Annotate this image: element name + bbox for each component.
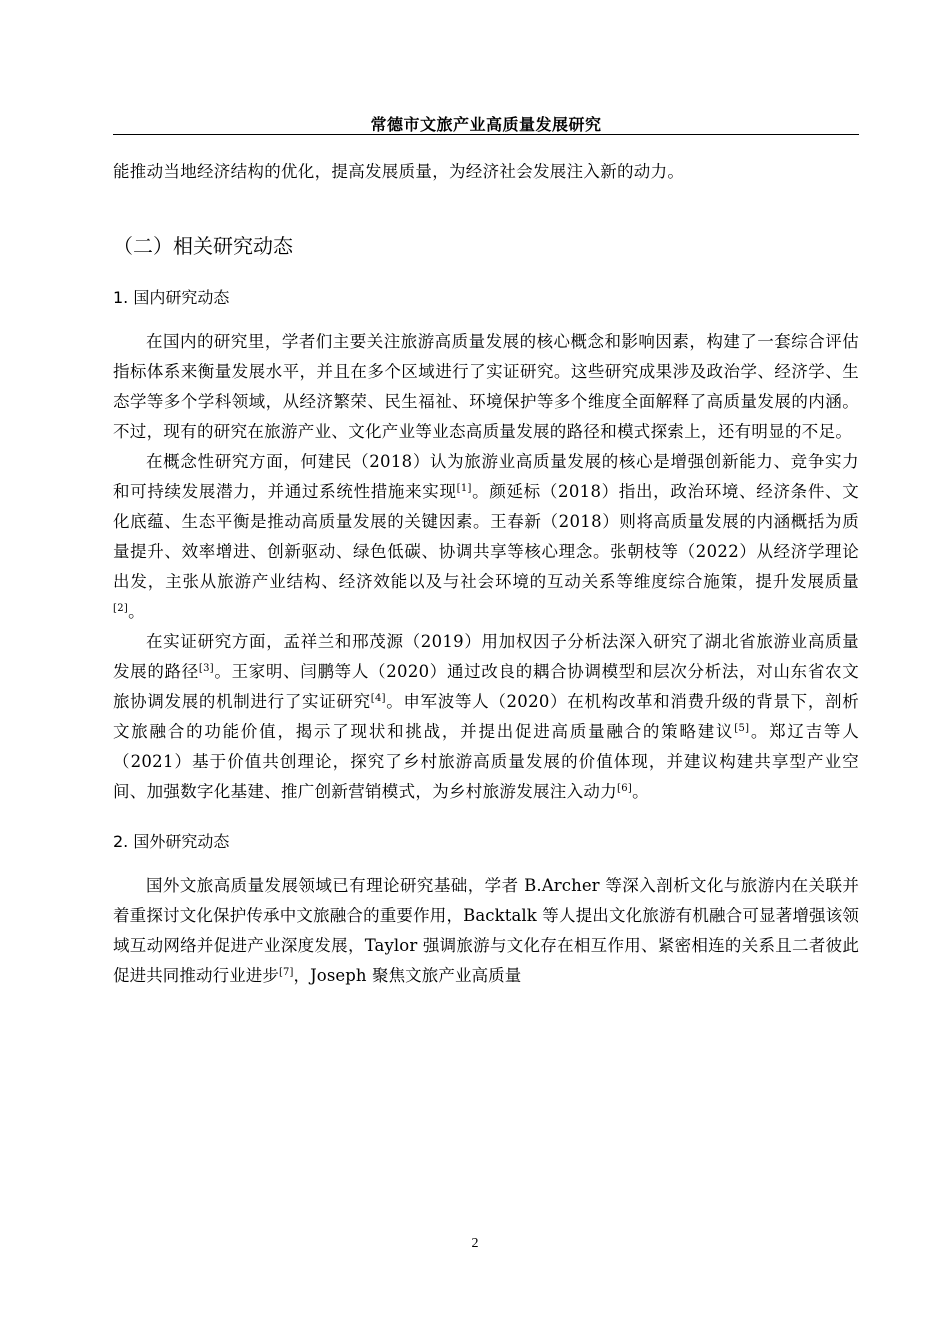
running-header: 常德市文旅产业高质量发展研究 — [370, 115, 602, 134]
paragraph-text: 。 — [128, 602, 145, 621]
citation-ref: [7] — [279, 967, 294, 978]
section-heading: （二）相关研究动态 — [113, 234, 293, 258]
domestic-paragraph-2 — [113, 447, 859, 627]
document-body — [113, 157, 859, 991]
paragraph-text: 。申军波等人（2020）在机构改革和消费升级的背景下，剖析文旅融合的功能价值，揭示了现状和挑战，并提出促进高质量融合的策略建议 — [113, 692, 860, 741]
domestic-paragraph-1: 在国内的研究里，学者们主要关注旅游高质量发展的核心概念和影响因素，构建了一套综合评估指标体系来衡量发展水平，并且在多个区域进行了实证研究。这些研究成果涉及政治学、经济学、生态学等多个学科领域，从经济繁荣、民生福祉、环境保护等多个维度全面解释了高质量发展的内涵。不过，现有的研究在旅游产业、文化产业等业态高质量发展的路径和模式探索上，还有明显的不足。 — [113, 332, 859, 441]
citation-ref: [4] — [370, 693, 386, 704]
header-rule — [113, 134, 859, 135]
paragraph-text: 。颜延标（2018）指出，政治环境、经济条件、文化底蕴、生态平衡是推动高质量发展的关键因素。王春新（2018）则将高质量发展的内涵概括为质量提升、效率增进、创新驱动、绿色低碳、协调共享等核心理念。张朝枝等（2022）从经济学理论出发，主张从旅游产业结构、经济效能以及与社会环境的互动关系等维度综合施策，提升发展质量 — [113, 482, 859, 591]
paragraph-text: 国外文旅高质量发展领域已有理论研究基础，学者 B.Archer 等深入剖析文化与旅游内在关联并着重探讨文化保护传承中文旅融合的重要作用，Backtalk 等人提出文化旅游有机融合可显著增强该领域互动网络并促进产业深度发展，Taylor 强调旅游与文化存在相互作用、紧密相连的关系且二者彼此促进共同推动行业进步 — [113, 876, 859, 985]
foreign-paragraph-1 — [113, 871, 859, 991]
foreign-heading: 2. 国外研究动态 — [113, 832, 230, 851]
intro-line: 能推动当地经济结构的优化，提高发展质量，为经济社会发展注入新的动力。 — [113, 162, 685, 181]
citation-ref: [1] — [456, 483, 472, 494]
domestic-paragraph-3 — [113, 627, 859, 807]
citation-ref: [6] — [617, 783, 633, 794]
citation-ref: [3] — [198, 663, 214, 674]
paragraph-text: 在概念性研究方面，何建民（2018）认为旅游业高质量发展的核心是增强创新能力、竞争实力和可持续发展潜力，并通过系统性措施来实现 — [113, 452, 859, 501]
citation-ref: [5] — [734, 723, 750, 734]
paragraph-text: ，Joseph 聚焦文旅产业高质量 — [293, 966, 522, 985]
page-number: 2 — [471, 1236, 479, 1251]
paragraph-text: 。 — [632, 782, 649, 801]
paragraph-text: 。郑辽吉等人（2021）基于价值共创理论，探究了乡村旅游高质量发展的价值体现，并建议构建共享型产业空间、加强数字化基建、推广创新营销模式，为乡村旅游发展注入动力 — [113, 722, 859, 801]
domestic-heading: 1. 国内研究动态 — [113, 288, 230, 307]
citation-ref: [2] — [113, 603, 129, 614]
paragraph-text: 在实证研究方面，孟祥兰和邢茂源（2019）用加权因子分析法深入研究了湖北省旅游业高质量发展的路径 — [113, 632, 859, 681]
paragraph-text: 。王家明、闫鹏等人（2020）通过改良的耦合协调模型和层次分析法，对山东省农文旅协调发展的机制进行了实证研究 — [113, 662, 859, 711]
